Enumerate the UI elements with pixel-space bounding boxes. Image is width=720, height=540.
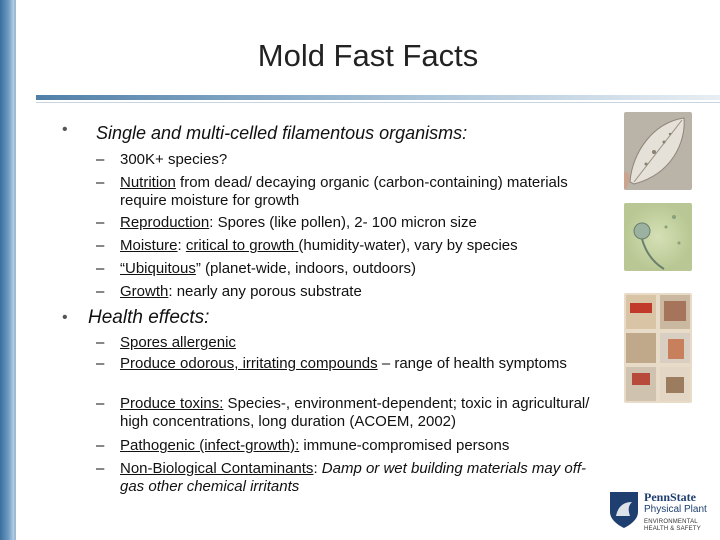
list-item: – Reproduction: Spores (like pollen), 2- 100 micron size <box>96 214 477 231</box>
list-item: – 300K+ species? <box>96 151 228 168</box>
logo-ehs: ENVIRONMENTAL HEALTH & SAFETY <box>644 519 701 532</box>
mold-building-photos <box>624 293 692 403</box>
penn-state-logo <box>604 488 716 538</box>
list-item: – Produce odorous, irritating compounds – range of health symptoms <box>96 355 567 372</box>
list-item: – Moisture: critical to growth (humidity-water), vary by species <box>96 237 518 254</box>
bullet-marker: • <box>62 309 68 326</box>
list-item: – “Ubiquitous” (planet-wide, indoors, outdoors) <box>96 260 416 277</box>
nittany-lion-shield-icon <box>608 490 640 530</box>
left-bar-edge <box>14 0 16 540</box>
title-divider-thin <box>36 102 720 103</box>
list-item: – Pathogenic (infect-growth): immune-compromised persons <box>96 437 510 454</box>
title-divider <box>36 95 720 100</box>
logo-physical-plant: Physical Plant <box>644 504 707 515</box>
list-item: – Spores allergenic <box>96 334 236 351</box>
mold-leaf-photo <box>624 112 692 190</box>
section-heading-health: Health effects: <box>88 307 210 328</box>
bullet-marker: • <box>62 121 68 138</box>
logo-pennstate: PennState <box>644 490 696 504</box>
slide-title: Mold Fast Facts <box>257 38 479 73</box>
left-decorative-bar <box>0 0 14 540</box>
mold-microscope-photo <box>624 203 692 271</box>
list-item: – Nutrition from dead/ decaying organic (carbon-containing) materials require moisture for growth <box>96 174 568 209</box>
list-item: – Non-Biological Contaminants: Damp or wet building materials may off-gas other chemical irritants <box>96 460 587 495</box>
section-heading-organisms: Single and multi-celled filamentous organisms: <box>96 123 468 143</box>
list-item: – Growth: nearly any porous substrate <box>96 283 362 300</box>
list-item: – Produce toxins: Species-, environment-dependent; toxic in agricultural/ high concentrations, long duration (ACOEM, 2002) <box>96 395 590 430</box>
